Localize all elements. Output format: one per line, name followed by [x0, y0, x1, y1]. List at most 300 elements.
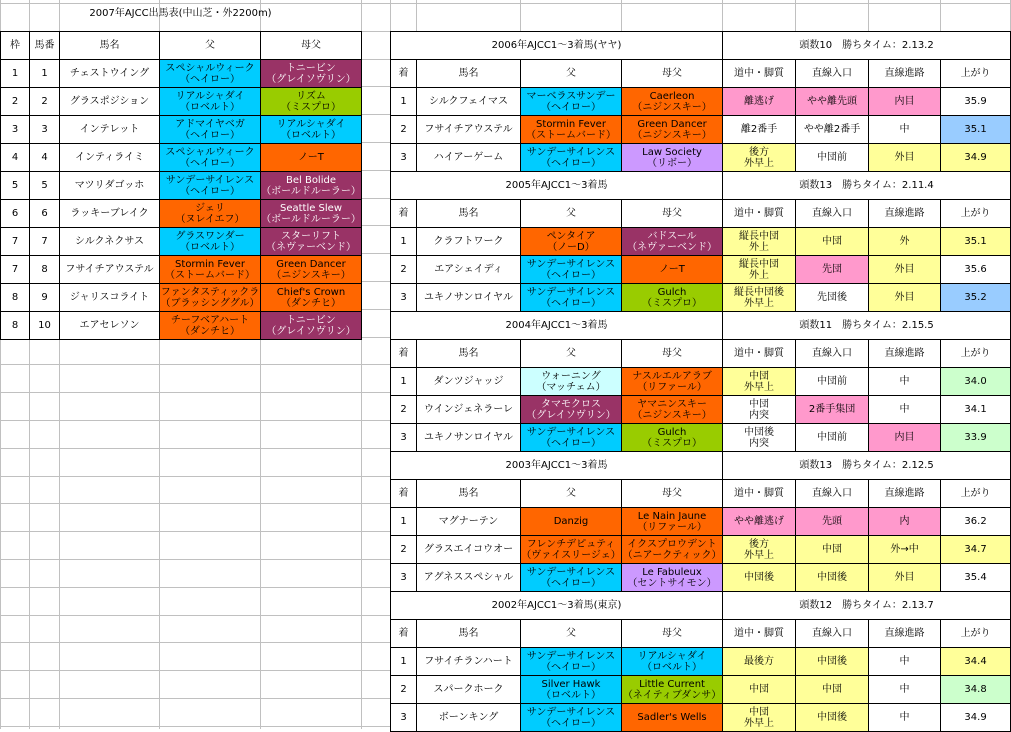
dam-sire-line: （ネヴァーベンド）	[627, 241, 717, 253]
running-style-line: 縦長中団後	[734, 286, 785, 298]
sire-cell	[160, 228, 261, 256]
stretch-path-cell: 中	[869, 676, 941, 704]
finish-position-cell: 1	[391, 648, 417, 676]
sire-cell	[160, 256, 261, 284]
sire-line: （ヘイロー）	[541, 437, 601, 449]
dam-sire-line: Green Dancer	[276, 258, 346, 270]
finish-position-cell: 1	[391, 88, 417, 116]
running-style-line: 外上	[749, 241, 770, 253]
horse-name-cell: ユキノサンロイヤル	[417, 424, 521, 452]
past-header-cell: 直線入口	[796, 480, 869, 508]
sire-line: （ヌレイエフ）	[175, 213, 245, 225]
dam-sire-line: ナスルエルアラブ	[632, 370, 712, 382]
sire-line: サンデーサイレンス	[165, 174, 255, 186]
dam-sire-line: Le Fabuleux	[642, 566, 702, 578]
past-header-cell: 直線入口	[796, 340, 869, 368]
stretch-path-cell: 外目	[869, 564, 941, 592]
sire-cell	[160, 284, 261, 312]
year-title-row	[391, 592, 1011, 620]
dam-sire-cell	[261, 256, 362, 284]
running-style-line: 外早上	[744, 297, 775, 309]
entry-row	[1, 88, 362, 116]
sire-cell	[521, 88, 622, 116]
sire-cell	[521, 564, 622, 592]
finish-position-cell: 3	[391, 284, 417, 312]
dam-sire-line: Seattle Slew	[279, 202, 343, 214]
final-furlong-cell: 33.9	[941, 424, 1011, 452]
past-result-row	[391, 704, 1011, 732]
past-header-cell: 父	[521, 620, 622, 648]
dam-sire-line: リアルシャダイ	[276, 118, 346, 130]
horse-number-cell: 3	[30, 116, 60, 144]
dam-sire-line: （ボールドルーラー）	[261, 213, 361, 225]
dam-sire-line: （ニジンスキー）	[632, 101, 712, 113]
horse-name-cell: ジャリスコライト	[60, 284, 160, 312]
past-result-row	[391, 284, 1011, 312]
dam-sire-line: （セントサイモン）	[627, 577, 717, 589]
dam-sire-cell	[622, 368, 723, 396]
past-header-cell: 直線進路	[869, 620, 941, 648]
sire-line: Danzig	[553, 516, 589, 527]
past-header-cell: 父	[521, 480, 622, 508]
past-header-cell: 着	[391, 340, 417, 368]
entry-header-cell: 父	[160, 32, 261, 60]
past-header-cell: 馬名	[417, 60, 521, 88]
past-header-cell: 直線進路	[869, 340, 941, 368]
waku-cell: 8	[1, 312, 30, 340]
dam-sire-line: （ロベルト）	[281, 129, 341, 141]
final-furlong-cell: 35.2	[941, 284, 1011, 312]
dam-sire-line: リアルシャダイ	[637, 650, 707, 662]
sire-line: （ブラッシンググル）	[160, 297, 260, 309]
running-style-cell	[723, 88, 796, 116]
dam-sire-cell	[622, 228, 723, 256]
horse-name-cell: ボーンキング	[417, 704, 521, 732]
past-header-cell: 母父	[622, 200, 723, 228]
running-style-line: 中団後	[744, 426, 775, 438]
past-result-row	[391, 564, 1011, 592]
stretch-path-cell: 外目	[869, 144, 941, 172]
dam-sire-line: バドスール	[647, 230, 697, 242]
past-header-cell: 父	[521, 200, 622, 228]
stretch-entry-cell: 先団後	[796, 284, 869, 312]
sire-cell	[521, 256, 622, 284]
horse-name-cell: グラスポジション	[60, 88, 160, 116]
year-title: 2003年AJCC1～3着馬	[391, 452, 723, 480]
sire-line: （ヘイロー）	[541, 101, 601, 113]
dam-sire-line: （ロベルト）	[642, 661, 703, 673]
stretch-entry-cell: 先団	[796, 256, 869, 284]
past-header-cell: 母父	[622, 480, 723, 508]
horse-number-cell: 5	[30, 172, 60, 200]
running-style-cell	[723, 424, 796, 452]
year-title: 2005年AJCC1～3着馬	[391, 172, 723, 200]
sire-line: （マッチェム）	[536, 381, 606, 393]
sire-line: ペンタイア	[546, 230, 596, 242]
finish-position-cell: 3	[391, 564, 417, 592]
dam-sire-line: （ボールドルーラー）	[261, 185, 361, 197]
past-result-row	[391, 396, 1011, 424]
dam-sire-line: Law Society	[642, 146, 702, 158]
past-result-row	[391, 228, 1011, 256]
final-furlong-cell: 35.1	[941, 116, 1011, 144]
finish-position-cell: 2	[391, 536, 417, 564]
waku-cell: 1	[1, 60, 30, 88]
past-result-row	[391, 536, 1011, 564]
running-style-line: 外早上	[744, 549, 775, 561]
sire-line: スペシャルウィーク	[165, 62, 255, 74]
year-info: 頭数13 勝ちタイム：2.11.4	[723, 172, 1011, 200]
dam-sire-line: Caerleon	[649, 90, 695, 102]
sire-line: （ストームバード）	[165, 269, 255, 281]
stretch-path-cell: 中	[869, 396, 941, 424]
finish-position-cell: 1	[391, 228, 417, 256]
horse-name-cell: チェストウイング	[60, 60, 160, 88]
horse-name-cell: エアシェイディ	[417, 256, 521, 284]
dam-sire-cell	[622, 396, 723, 424]
running-style-line: 外上	[749, 269, 770, 281]
dam-sire-cell	[622, 564, 723, 592]
sire-line: ウォーニング	[541, 370, 601, 382]
sire-cell	[521, 284, 622, 312]
running-style-line: 離2番手	[740, 124, 778, 135]
horse-name-cell: フサイチランハート	[417, 648, 521, 676]
waku-cell: 4	[1, 144, 30, 172]
stretch-entry-cell: やや離先頭	[796, 88, 869, 116]
final-furlong-cell: 34.0	[941, 368, 1011, 396]
dam-sire-line: トニービン	[286, 314, 336, 326]
past-header-cell: 上がり	[941, 620, 1011, 648]
dam-sire-line: （グレイソヴリン）	[266, 73, 356, 85]
past-header-cell: 母父	[622, 620, 723, 648]
running-style-cell	[723, 508, 796, 536]
finish-position-cell: 2	[391, 676, 417, 704]
dam-sire-cell	[622, 704, 723, 732]
sire-line: （ヘイロー）	[180, 157, 240, 169]
sire-line: （ヘイロー）	[541, 157, 601, 169]
sire-line: Silver Hawk	[541, 678, 601, 690]
dam-sire-cell	[261, 200, 362, 228]
stretch-path-cell: 中	[869, 648, 941, 676]
horse-name-cell: ラッキーブレイク	[60, 200, 160, 228]
past-header-row	[391, 620, 1011, 648]
stretch-entry-cell: 中団前	[796, 368, 869, 396]
horse-name-cell: マグナーテン	[417, 508, 521, 536]
sire-cell	[160, 88, 261, 116]
past-header-cell: 着	[391, 620, 417, 648]
final-furlong-cell: 34.1	[941, 396, 1011, 424]
dam-sire-line: トニービン	[286, 62, 336, 74]
past-header-cell: 馬名	[417, 340, 521, 368]
dam-sire-line: イクスプロウデント	[627, 538, 717, 550]
dam-sire-cell	[622, 116, 723, 144]
past-result-row	[391, 424, 1011, 452]
year-info: 頭数13 勝ちタイム：2.12.5	[723, 452, 1011, 480]
sire-cell	[160, 60, 261, 88]
running-style-cell	[723, 536, 796, 564]
sire-line: チーフベアハート	[170, 314, 250, 326]
dam-sire-line: ヤマニンスキー	[637, 398, 707, 410]
sire-line: （ヘイロー）	[541, 297, 601, 309]
year-title-row	[391, 32, 1011, 60]
horse-name-cell: クラフトワーク	[417, 228, 521, 256]
year-info: 頭数10 勝ちタイム：2.13.2	[723, 32, 1011, 60]
past-header-cell: 直線入口	[796, 60, 869, 88]
stretch-path-cell: 内	[869, 508, 941, 536]
entry-row	[1, 60, 362, 88]
horse-name-cell: ユキノサンロイヤル	[417, 284, 521, 312]
dam-sire-line: Gulch	[657, 286, 687, 298]
finish-position-cell: 3	[391, 424, 417, 452]
horse-name-cell: フサイチアウステル	[417, 116, 521, 144]
stretch-entry-cell: やや離2番手	[796, 116, 869, 144]
final-furlong-cell: 35.1	[941, 228, 1011, 256]
horse-name-cell: ウインジェネラーレ	[417, 396, 521, 424]
finish-position-cell: 1	[391, 508, 417, 536]
running-style-cell	[723, 564, 796, 592]
final-furlong-cell: 35.6	[941, 256, 1011, 284]
finish-position-cell: 1	[391, 368, 417, 396]
horse-name-cell: アグネススペシャル	[417, 564, 521, 592]
sire-line: サンデーサイレンス	[526, 146, 616, 158]
running-style-line: 内突	[749, 437, 770, 449]
running-style-line: やや離逃げ	[734, 516, 785, 527]
entry-header-cell: 馬名	[60, 32, 160, 60]
dam-sire-line: リズム	[296, 90, 326, 102]
stretch-entry-cell: 2番手集団	[796, 396, 869, 424]
running-style-cell	[723, 676, 796, 704]
stretch-path-cell: 外→中	[869, 536, 941, 564]
past-header-cell: 馬名	[417, 200, 521, 228]
running-style-cell	[723, 704, 796, 732]
sire-cell	[160, 144, 261, 172]
entry-row	[1, 172, 362, 200]
sire-line: （ヘイロー）	[180, 73, 240, 85]
sire-cell	[521, 676, 622, 704]
horse-name-cell: シルクフェイマス	[417, 88, 521, 116]
past-header-cell: 道中・脚質	[723, 480, 796, 508]
final-furlong-cell: 35.9	[941, 88, 1011, 116]
sire-line: （ダンチヒ）	[179, 325, 241, 337]
running-style-line: 外早上	[744, 381, 775, 393]
finish-position-cell: 2	[391, 116, 417, 144]
stretch-entry-cell: 中団後	[796, 704, 869, 732]
sire-cell	[521, 424, 622, 452]
year-title: 2006年AJCC1～3着馬(ヤヤ)	[391, 32, 723, 60]
past-header-cell: 着	[391, 200, 417, 228]
entry-row	[1, 312, 362, 340]
dam-sire-line: Little Current	[639, 678, 705, 690]
running-style-line: 中団	[749, 706, 770, 718]
sire-line: マーベラスサンデー	[526, 90, 616, 102]
dam-sire-line: ノーT	[298, 152, 324, 163]
entry-row	[1, 144, 362, 172]
sire-cell	[160, 116, 261, 144]
dam-sire-cell	[261, 172, 362, 200]
horse-name-cell: マツリダゴッホ	[60, 172, 160, 200]
running-style-line: 後方	[749, 146, 770, 158]
entry-header-cell: 枠	[1, 32, 30, 60]
running-style-line: 最後方	[744, 656, 775, 667]
past-header-cell: 父	[521, 60, 622, 88]
final-furlong-cell: 34.9	[941, 704, 1011, 732]
dam-sire-line: （リファール）	[637, 521, 707, 533]
horse-number-cell: 10	[30, 312, 60, 340]
waku-cell: 7	[1, 256, 30, 284]
sire-line: アドマイヤベガ	[175, 118, 245, 130]
horse-name-cell: スパークホーク	[417, 676, 521, 704]
waku-cell: 5	[1, 172, 30, 200]
past-header-row	[391, 200, 1011, 228]
stretch-path-cell: 外目	[869, 256, 941, 284]
running-style-line: 外早上	[744, 717, 775, 729]
finish-position-cell: 2	[391, 396, 417, 424]
horse-number-cell: 6	[30, 200, 60, 228]
stretch-entry-cell: 中団後	[796, 564, 869, 592]
sire-cell	[521, 144, 622, 172]
past-header-cell: 直線進路	[869, 480, 941, 508]
entry-row	[1, 116, 362, 144]
year-title: 2002年AJCC1～3着馬(東京)	[391, 592, 723, 620]
horse-number-cell: 7	[30, 228, 60, 256]
sire-line: （ノーD）	[547, 241, 595, 253]
past-result-row	[391, 368, 1011, 396]
dam-sire-line: （ダンチヒ）	[280, 297, 342, 309]
dam-sire-cell	[261, 60, 362, 88]
running-style-cell	[723, 228, 796, 256]
horse-number-cell: 1	[30, 60, 60, 88]
running-style-cell	[723, 256, 796, 284]
horse-name-cell: インティライミ	[60, 144, 160, 172]
dam-sire-line: Bel Bolide	[285, 174, 336, 186]
dam-sire-cell	[622, 536, 723, 564]
dam-sire-line: （ミスプロ）	[281, 101, 341, 113]
sire-line: フレンチデピュティ	[526, 538, 616, 550]
running-style-line: 外早上	[744, 157, 775, 169]
horse-name-cell: ハイアーゲーム	[417, 144, 521, 172]
sire-line: タマモクロス	[541, 398, 601, 410]
waku-cell: 2	[1, 88, 30, 116]
sire-line: Stormin Fever	[175, 258, 245, 270]
dam-sire-line: Gulch	[657, 426, 687, 438]
dam-sire-cell	[261, 116, 362, 144]
sire-line: サンデーサイレンス	[526, 706, 616, 718]
past-header-cell: 道中・脚質	[723, 60, 796, 88]
past-results-table	[390, 31, 1011, 732]
final-furlong-cell: 34.4	[941, 648, 1011, 676]
stretch-entry-cell: 先頭	[796, 508, 869, 536]
past-header-cell: 着	[391, 60, 417, 88]
dam-sire-line: Le Nain Jaune	[637, 510, 707, 522]
past-header-cell: 父	[521, 340, 622, 368]
waku-cell: 8	[1, 284, 30, 312]
past-result-row	[391, 116, 1011, 144]
stretch-entry-cell: 中団前	[796, 424, 869, 452]
past-header-cell: 着	[391, 480, 417, 508]
stretch-entry-cell: 中団	[796, 676, 869, 704]
sire-line: （グレイソヴリン）	[526, 409, 616, 421]
dam-sire-line: （リボー）	[647, 157, 698, 169]
past-header-cell: 上がり	[941, 60, 1011, 88]
running-style-cell	[723, 396, 796, 424]
horse-number-cell: 4	[30, 144, 60, 172]
waku-cell: 6	[1, 200, 30, 228]
dam-sire-line: （ミスプロ）	[642, 297, 703, 309]
sire-cell	[521, 536, 622, 564]
sire-line: （ヘイロー）	[180, 129, 240, 141]
dam-sire-cell	[622, 284, 723, 312]
past-header-cell: 直線進路	[869, 200, 941, 228]
stretch-path-cell: 外	[869, 228, 941, 256]
past-header-cell: 母父	[622, 60, 723, 88]
sire-cell	[160, 200, 261, 228]
dam-sire-line: Chief's Crown	[276, 286, 346, 298]
running-style-line: 中団	[749, 684, 770, 695]
horse-number-cell: 2	[30, 88, 60, 116]
finish-position-cell: 3	[391, 704, 417, 732]
past-header-cell: 道中・脚質	[723, 620, 796, 648]
sire-cell	[160, 172, 261, 200]
entry-header-row	[1, 32, 362, 60]
horse-name-cell: ダンツジャッジ	[417, 368, 521, 396]
finish-position-cell: 3	[391, 144, 417, 172]
dam-sire-line: Sadler's Wells	[637, 712, 707, 723]
stretch-path-cell: 外目	[869, 284, 941, 312]
entry-row	[1, 228, 362, 256]
dam-sire-line: （ニジンスキー）	[632, 129, 712, 141]
dam-sire-line: （リファール）	[637, 381, 707, 393]
sire-line: （ロベルト）	[180, 241, 240, 253]
year-title-row	[391, 312, 1011, 340]
sire-line: サンデーサイレンス	[526, 566, 616, 578]
past-header-row	[391, 60, 1011, 88]
sire-line: グラスワンダー	[175, 230, 245, 242]
dam-sire-cell	[622, 88, 723, 116]
year-title: 2004年AJCC1～3着馬	[391, 312, 723, 340]
stretch-entry-cell: 中団前	[796, 144, 869, 172]
past-header-cell: 上がり	[941, 340, 1011, 368]
dam-sire-cell	[261, 144, 362, 172]
year-info: 頭数11 勝ちタイム：2.15.5	[723, 312, 1011, 340]
past-header-cell: 直線進路	[869, 60, 941, 88]
running-style-cell	[723, 144, 796, 172]
sire-line: （ロベルト）	[541, 689, 601, 701]
finish-position-cell: 2	[391, 256, 417, 284]
dam-sire-cell	[622, 144, 723, 172]
horse-name-cell: グラスエイコウオー	[417, 536, 521, 564]
year-title-row	[391, 452, 1011, 480]
past-header-cell: 母父	[622, 340, 723, 368]
year-info: 頭数12 勝ちタイム：2.13.7	[723, 592, 1011, 620]
stretch-entry-cell: 中団	[796, 228, 869, 256]
running-style-line: 後方	[749, 538, 770, 550]
sire-cell	[521, 368, 622, 396]
dam-sire-cell	[261, 228, 362, 256]
sire-cell	[521, 704, 622, 732]
final-furlong-cell: 35.4	[941, 564, 1011, 592]
sire-cell	[521, 648, 622, 676]
dam-sire-line: （ニジンスキー）	[271, 269, 351, 281]
past-header-cell: 馬名	[417, 620, 521, 648]
sire-line: （ヘイロー）	[541, 577, 601, 589]
sire-line: （ヘイロー）	[180, 185, 240, 197]
past-header-cell: 馬名	[417, 480, 521, 508]
past-header-cell: 道中・脚質	[723, 200, 796, 228]
running-style-line: 中団	[749, 370, 770, 382]
running-style-line: 中団	[749, 398, 770, 410]
past-header-cell: 直線入口	[796, 620, 869, 648]
sire-line: （ヘイロー）	[541, 661, 601, 673]
